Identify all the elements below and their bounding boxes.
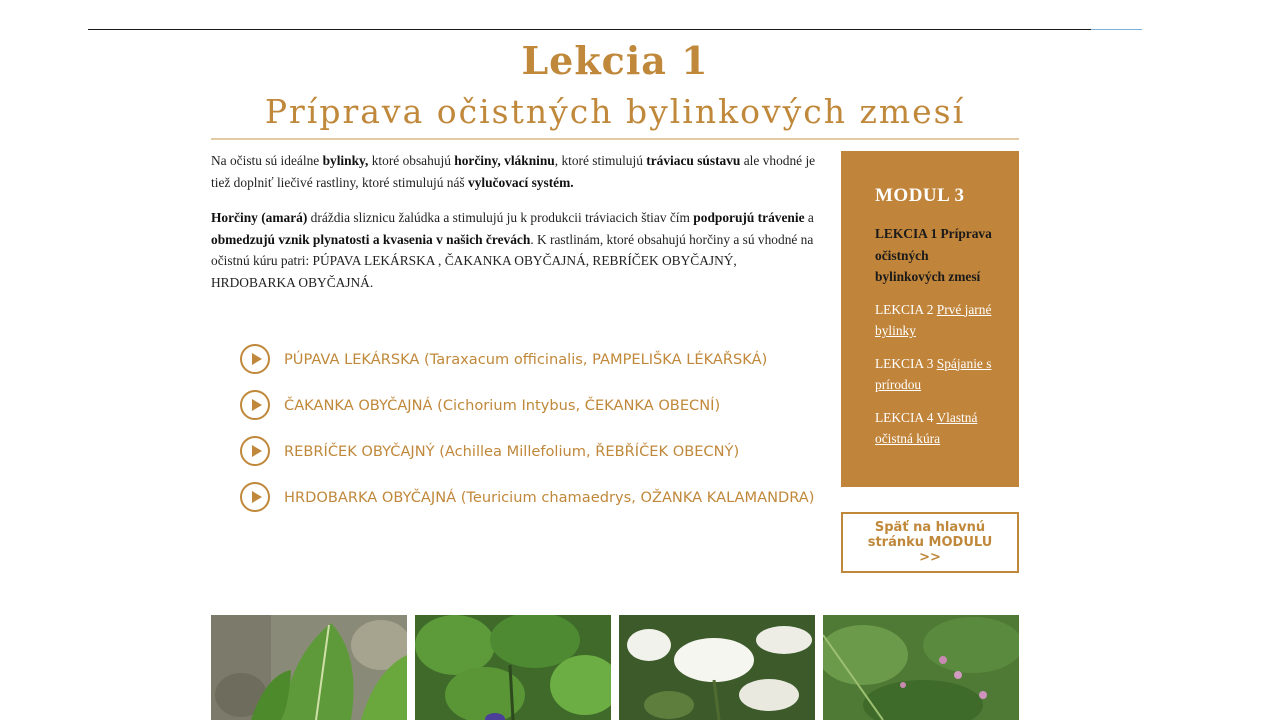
- top-divider: [88, 29, 1091, 30]
- emphasis-text: podporujú trávenie: [693, 210, 805, 225]
- herb-photo-strip: [211, 615, 1019, 720]
- intro-paragraph-1: [211, 150, 821, 193]
- module-title: MODUL 3: [875, 185, 965, 206]
- emphasis-text: Horčiny (amará): [211, 210, 308, 225]
- body-text: ale vhodné je tiež doplniť liečivé rastliny, ktoré stimulujú náš: [211, 153, 816, 190]
- herb-item-rebricek[interactable]: [240, 434, 820, 468]
- module-item-label: LEKCIA 3: [875, 355, 937, 371]
- body-text: . K rastlinám, ktoré obsahujú horčiny a sú vhodné na očistnú kúru patri: PÚPAVA LEKÁRSKA , ČAKANKA OBYČAJNÁ, REBRÍČEK OBYČAJNÝ, HRDOBARKA OBYČAJNÁ.: [211, 231, 814, 290]
- play-circle-icon[interactable]: [240, 390, 270, 420]
- module-link-lekcia-3[interactable]: Spájanie s prírodou: [875, 355, 992, 392]
- module-item-lekcia-4: [875, 407, 995, 450]
- body-text: , ktoré stimulujú: [554, 153, 647, 168]
- lesson-subtitle: Príprava očistných bylinkových zmesí: [264, 92, 966, 131]
- herb-list: [240, 342, 820, 526]
- module-item-label: LEKCIA 4: [875, 409, 937, 425]
- herb-item-hrdobarka[interactable]: [240, 480, 820, 514]
- body-text: a: [804, 210, 814, 225]
- intro-paragraph-2: [211, 207, 821, 293]
- back-to-module-button[interactable]: Späť na hlavnú stránku MODULU >>: [841, 512, 1019, 573]
- herb-label[interactable]: PÚPAVA LEKÁRSKA (Taraxacum officinalis, PAMPELIŠKA LÉKAŘSKÁ): [284, 350, 768, 368]
- emphasis-text: vylučovací systém.: [468, 174, 574, 190]
- emphasis-text: horčiny, vlákninu: [454, 153, 555, 168]
- play-circle-icon[interactable]: [240, 436, 270, 466]
- emphasis-text: bylinky,: [322, 153, 369, 168]
- body-text: ktoré obsahujú: [368, 153, 455, 168]
- play-circle-icon[interactable]: [240, 482, 270, 512]
- lesson-title: Lekcia 1: [521, 38, 709, 83]
- photo-rebricek[interactable]: [619, 615, 815, 720]
- module-item-lekcia-2: [875, 299, 995, 342]
- photo-cakanka[interactable]: [415, 615, 611, 720]
- body-text: Na očistu sú ideálne: [211, 153, 323, 168]
- body-text: dráždia sliznicu žalúdka a stimulujú ju k produkcii tráviacich štiav čím: [307, 210, 694, 225]
- module-item-lekcia-3: [875, 353, 995, 396]
- module-item-label: LEKCIA 2: [875, 301, 937, 317]
- herb-label[interactable]: HRDOBARKA OBYČAJNÁ (Teuricium chamaedrys, OŽANKA KALAMANDRA): [284, 488, 815, 506]
- module-sidebar: [841, 151, 1019, 487]
- emphasis-text: tráviacu sústavu: [646, 153, 741, 168]
- herb-item-pupava[interactable]: [240, 342, 820, 376]
- photo-pupava[interactable]: [211, 615, 407, 720]
- title-divider: [211, 138, 1019, 140]
- herb-label[interactable]: REBRÍČEK OBYČAJNÝ (Achillea Millefolium, ŘEBŘÍČEK OBECNÝ): [284, 442, 740, 460]
- play-circle-icon[interactable]: [240, 344, 270, 374]
- intro-text: [211, 150, 821, 307]
- top-divider-accent: [1091, 29, 1142, 30]
- herb-label[interactable]: ČAKANKA OBYČAJNÁ (Cichorium Intybus, ČEKANKA OBECNÍ): [284, 396, 721, 414]
- emphasis-text: obmedzujú vznik plynatosti a kvasenia v našich črevách: [211, 231, 531, 247]
- module-link-lekcia-4[interactable]: Vlastná očistná kúra: [875, 409, 978, 446]
- module-item-label: LEKCIA 1 Príprava očistných bylinkových zmesí: [875, 226, 992, 284]
- herb-item-cakanka[interactable]: [240, 388, 820, 422]
- module-item-lekcia-1: [875, 223, 995, 288]
- photo-hrdobarka[interactable]: [823, 615, 1019, 720]
- module-link-lekcia-2[interactable]: Prvé jarné bylinky: [875, 301, 992, 338]
